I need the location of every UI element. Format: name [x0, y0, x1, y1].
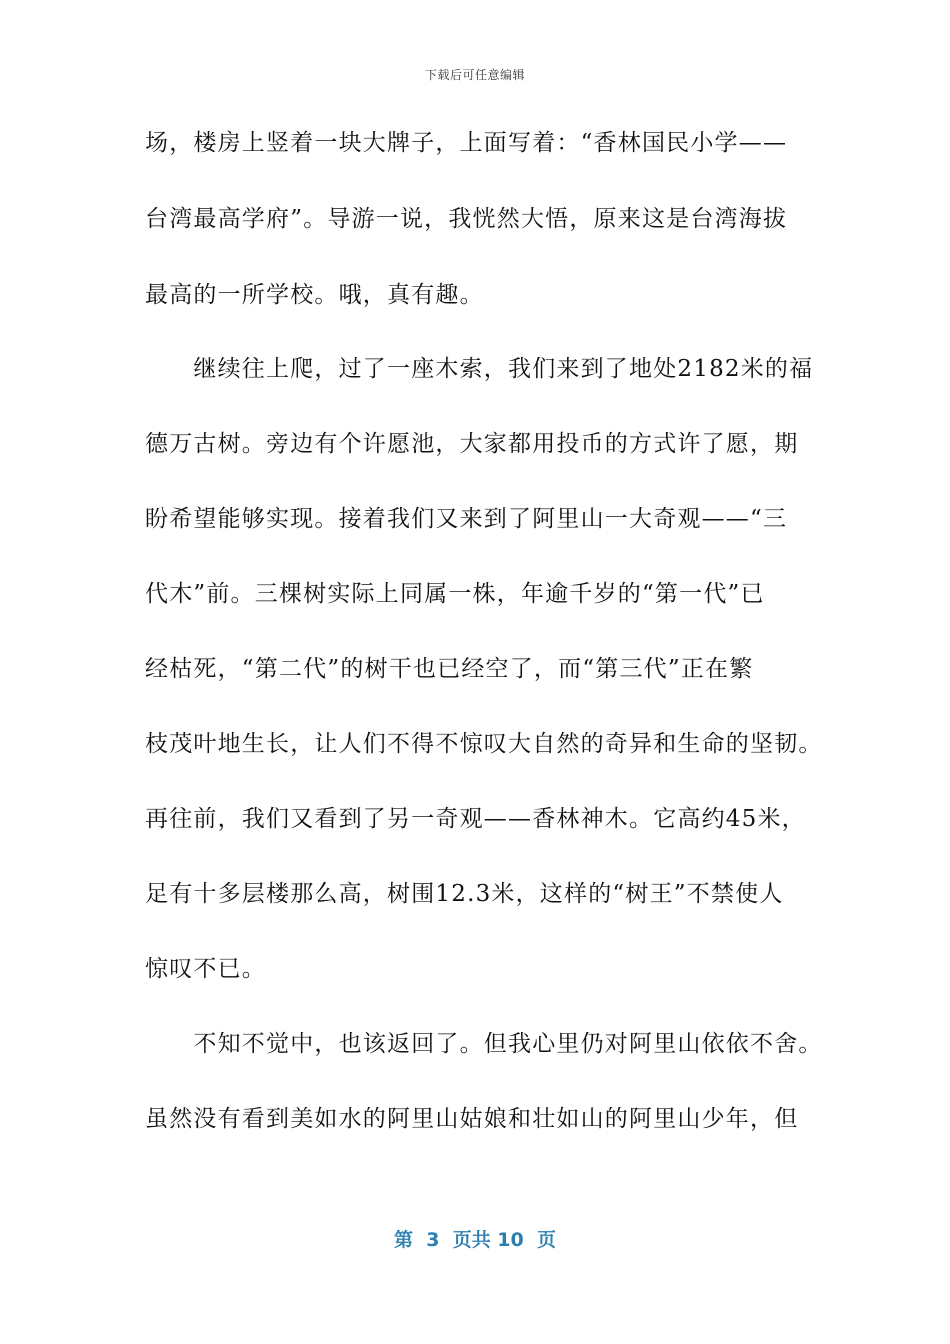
- text-line: 经枯死，“第二代”的树干也已经空了，而“第三代”正在繁: [145, 656, 754, 682]
- text-line: 盼希望能够实现。接着我们又来到了阿里山一大奇观——“三: [145, 506, 788, 532]
- text-line: 场，楼房上竖着一块大牌子，上面写着：“香林国民小学——: [145, 130, 788, 156]
- text-line: 德万古树。旁边有个许愿池，大家都用投币的方式许了愿，期: [145, 431, 799, 457]
- text-line: 再往前，我们又看到了另一奇观——香林神木。它高约45米，: [145, 806, 806, 832]
- page-header-note: 下载后可任意编辑: [424, 68, 525, 82]
- text-line: 虽然没有看到美如水的阿里山姑娘和壮如山的阿里山少年，但: [145, 1106, 799, 1132]
- text-line: 最高的一所学校。哦，真有趣。: [145, 282, 484, 308]
- text-line: 足有十多层楼那么高，树围12.3米，这样的“树王”不禁使人: [145, 881, 784, 907]
- text-line: 台湾最高学府”。导游一说，我恍然大悟，原来这是台湾海拔: [145, 206, 788, 232]
- text-line: 继续往上爬，过了一座木索，我们来到了地处2182米的福: [145, 356, 814, 382]
- text-line: 惊叹不已。: [145, 956, 266, 982]
- text-line: 不知不觉中，也该返回了。但我心里仍对阿里山依依不舍。: [145, 1031, 823, 1057]
- text-line: 代木”前。三棵树实际上同属一株，年逾千岁的“第一代”已: [145, 581, 765, 607]
- page-number-footer: 第 3 页共 10 页: [394, 1229, 556, 1251]
- text-line: 枝茂叶地生长，让人们不得不惊叹大自然的奇异和生命的坚韧。: [145, 731, 823, 757]
